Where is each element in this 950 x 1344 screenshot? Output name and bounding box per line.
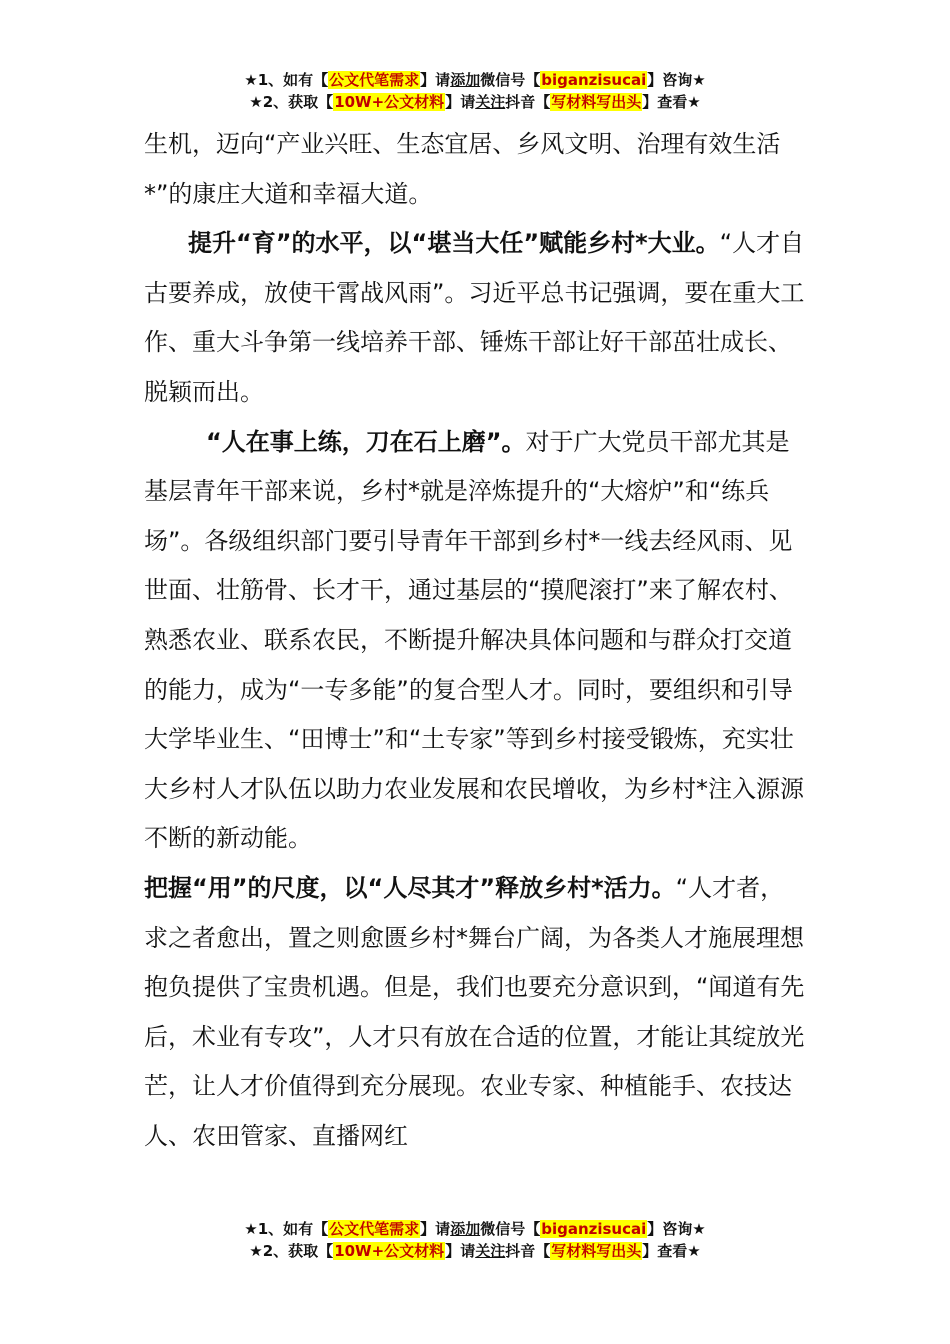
banner-line-1: ★1、如有【公文代笔需求】请添加微信号【biganzisucai】咨询★: [244, 1220, 706, 1238]
banner-line-1: ★1、如有【公文代笔需求】请添加微信号【biganzisucai】咨询★: [244, 71, 706, 89]
paragraph-heading: “人在事上练，刀在石上磨”。: [206, 427, 526, 456]
paragraph: 提升“育”的水平，以“堪当大任”赋能乡村*大业。“人才自古要养成，放使干霄战风雨”。习近平总书记强调，要在重大工作、重大斗争第一线培养干部、锤炼干部让好干部茁壮成长、脱颖而出。: [144, 229, 805, 406]
highlight-service: 公文代笔需求: [329, 71, 420, 89]
wechat-id: biganzisucai: [541, 71, 647, 89]
highlight-materials: 10W+公文材料: [334, 1242, 445, 1260]
paragraph: “人在事上练，刀在石上磨”。对于广大党员干部尤其是基层青年干部来说，乡村*就是淬炼提升的“大熔炉”和“练兵场”。各级组织部门要引导青年干部到乡村*一线去经风雨、见世面、壮筋骨、长才干，通过基层的“摸爬滚打”来了解农村、熟悉农业、联系农民，不断提升解决具体问题和与群众打交道的能力，成为“一专多能”的复合型人才。同时，要组织和引导大学毕业生、“田博士”和“土专家”等到乡村接受锻炼，充实壮大乡村人才队伍以助力农业发展和农民增收，为乡村*注入源源不断的新动能。: [144, 427, 804, 853]
document-body: [144, 120, 808, 1161]
douyin-account: 写材料写出头: [551, 1242, 642, 1260]
highlight-service: 公文代笔需求: [329, 1220, 420, 1238]
paragraph: 把握“用”的尺度，以“人尽其才”释放乡村*活力。“人才者，求之者愈出，置之则愈匮乡村*舞台广阔，为各类人才施展理想抱负提供了宝贵机遇。但是，我们也要充分意识到，“闻道有先后，术业有专攻”，人才只有放在合适的位置，才能让其绽放光芒，让人才价值得到充分展现。农业专家、种植能手、农技达人、农田管家、直播网红: [144, 873, 805, 1150]
paragraph-heading: 提升“育”的水平，以“堪当大任”赋能乡村*大业。: [188, 229, 720, 258]
paragraph-heading: 把握“用”的尺度，以“人尽其才”释放乡村*活力。: [144, 873, 676, 902]
highlight-materials: 10W+公文材料: [334, 93, 445, 111]
paragraph: 生机，迈向“产业兴旺、生态宜居、乡风文明、治理有效生活*”的康庄大道和幸福大道。: [144, 130, 781, 208]
banner-line-2: ★2、获取【10W+公文材料】请关注抖音【写材料写出头】查看★: [249, 1242, 701, 1260]
footer-banner: [0, 1218, 950, 1262]
banner-line-2: ★2、获取【10W+公文材料】请关注抖音【写材料写出头】查看★: [249, 93, 701, 111]
wechat-id: biganzisucai: [541, 1220, 647, 1238]
douyin-account: 写材料写出头: [551, 93, 642, 111]
header-banner: [0, 69, 950, 113]
